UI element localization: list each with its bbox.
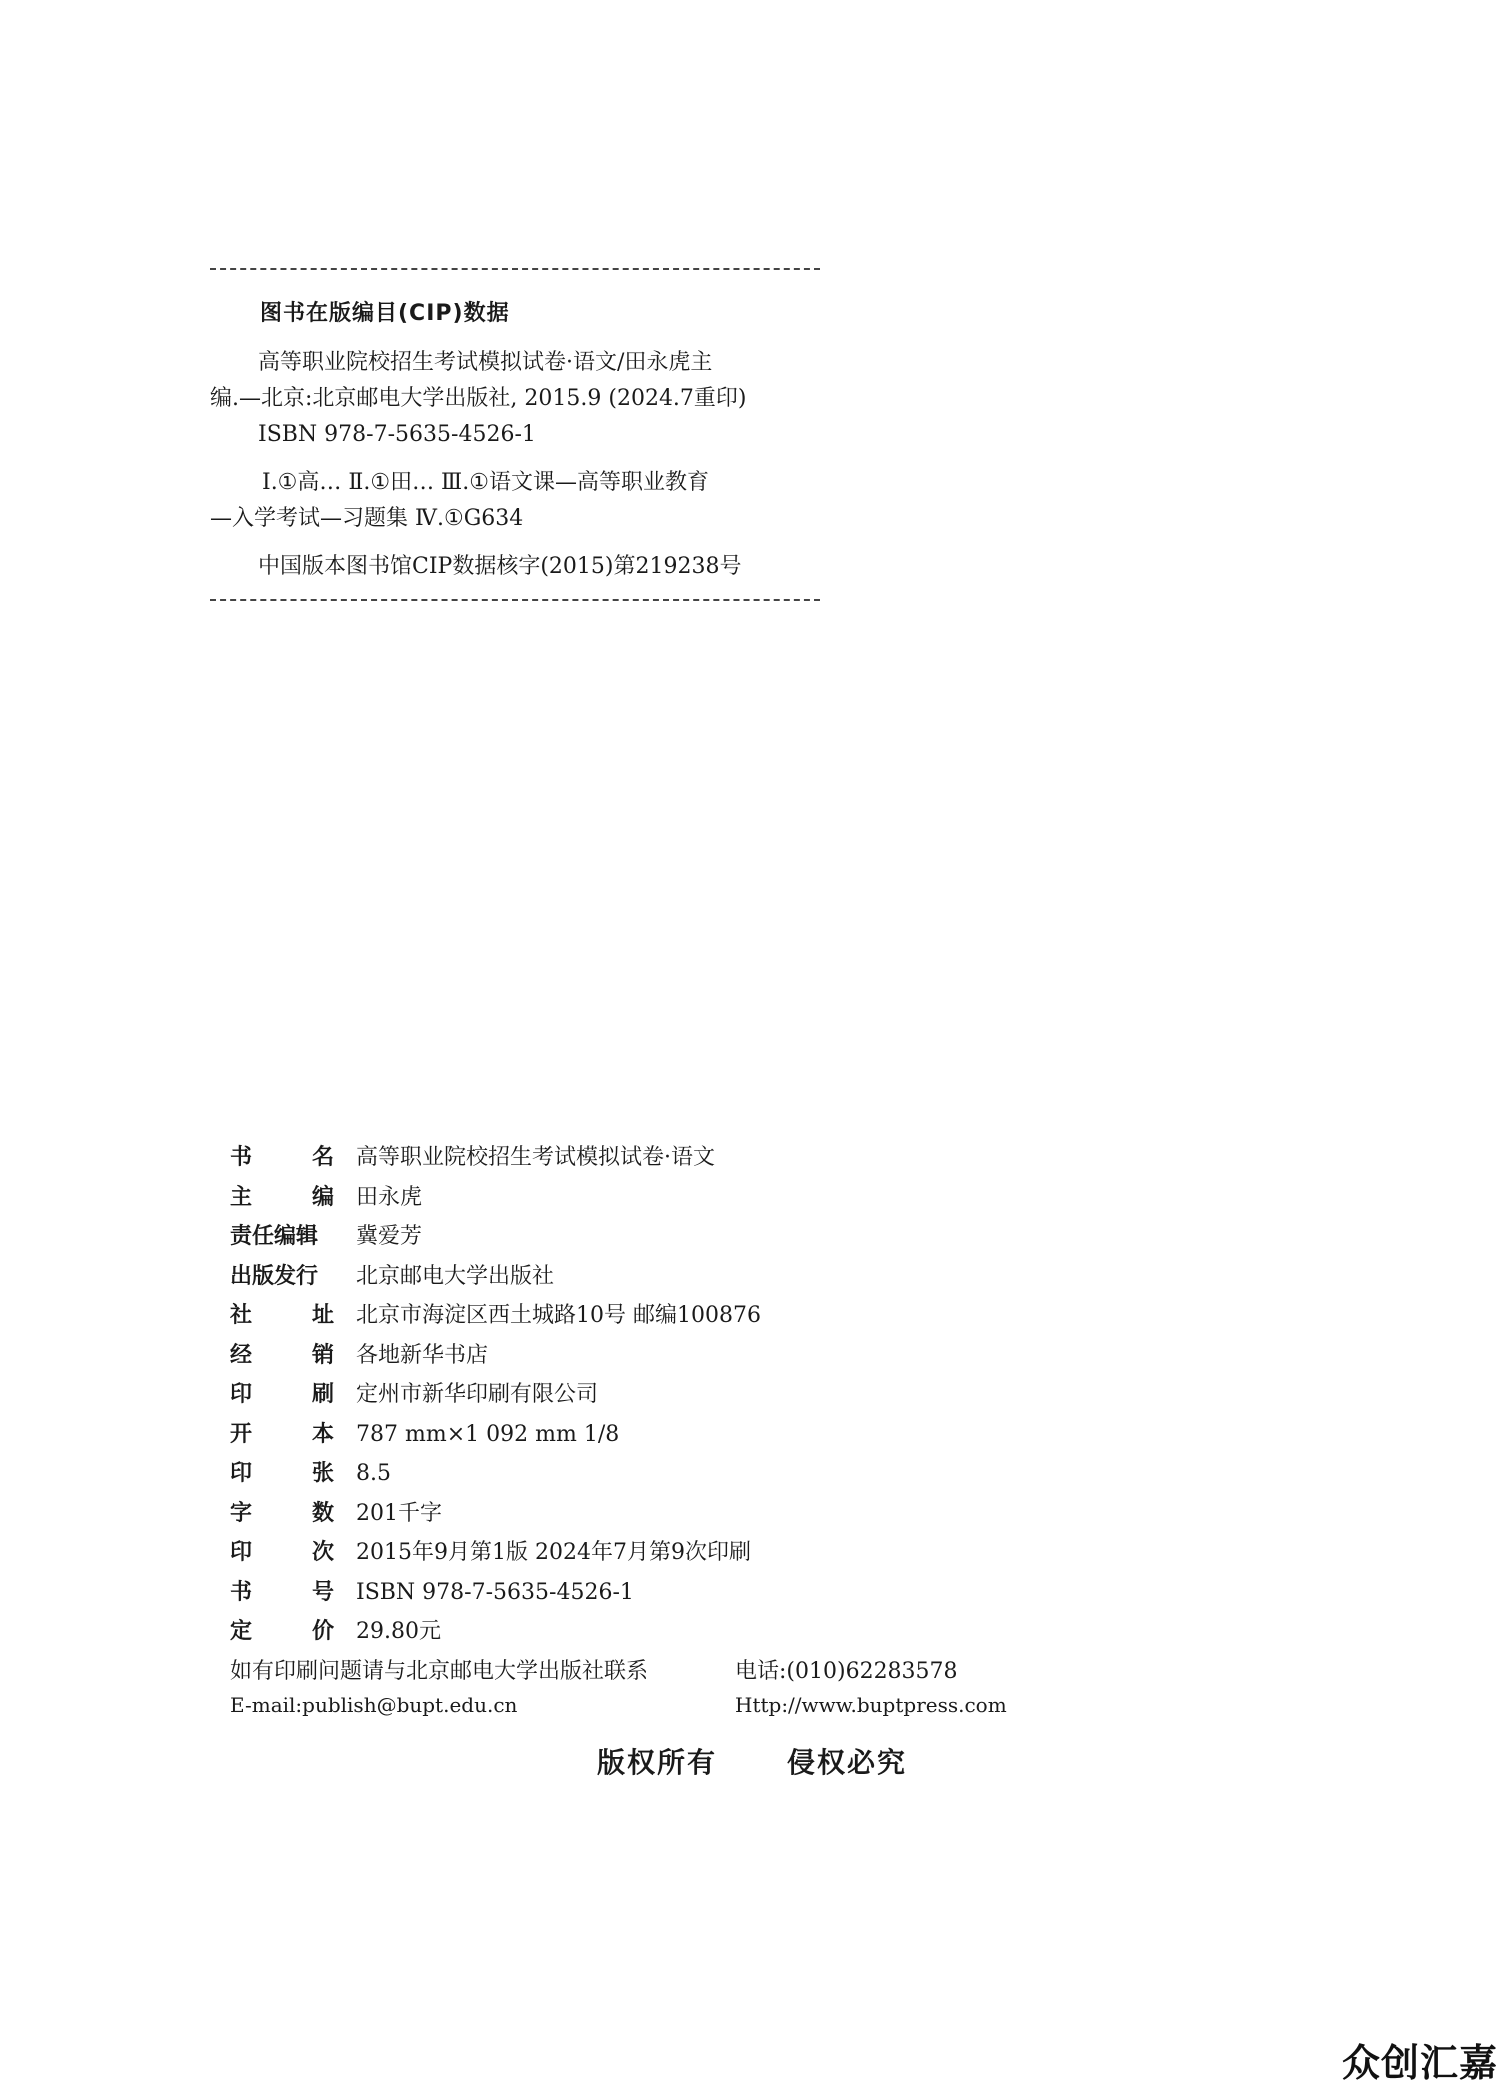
detail-value: 高等职业院校招生考试模拟试卷·语文 <box>356 1145 715 1170</box>
detail-row-distributor <box>230 1338 1130 1378</box>
detail-row-format <box>230 1417 1130 1457</box>
detail-value: 冀爱芳 <box>356 1224 423 1249</box>
detail-row-edition <box>230 1535 1130 1575</box>
detail-row-address <box>230 1298 1130 1338</box>
detail-value: 201千字 <box>356 1500 442 1526</box>
detail-row-word-count <box>230 1496 1130 1536</box>
detail-label: 主 编 <box>230 1184 334 1210</box>
detail-row-price <box>230 1614 1130 1654</box>
detail-row-responsible-editor <box>230 1219 1130 1259</box>
detail-row-isbn <box>230 1575 1130 1615</box>
detail-value: ISBN 978-7-5635-4526-1 <box>356 1579 634 1605</box>
book-details <box>230 1140 1130 1733</box>
detail-label: 书 名 <box>230 1145 334 1170</box>
detail-label: 印 张 <box>230 1461 334 1486</box>
detail-value: 8.5 <box>356 1461 391 1486</box>
cip-block <box>210 268 820 601</box>
detail-value: 定州市新华印刷有限公司 <box>356 1382 599 1407</box>
contact-email: E-mail:publish@bupt.edu.cn <box>230 1693 518 1717</box>
cip-number: 中国版本图书馆CIP数据核字(2015)第219238号 <box>258 554 742 579</box>
infringement-notice: 侵权必究 <box>787 1746 908 1779</box>
detail-label: 出版发行 <box>230 1263 319 1289</box>
detail-label: 责任编辑 <box>230 1224 319 1249</box>
detail-row-title <box>230 1140 1130 1180</box>
detail-value: 北京邮电大学出版社 <box>356 1263 555 1289</box>
cip-classification-2: —入学考试—习题集 Ⅳ.①G634 <box>210 506 524 531</box>
detail-row-printer <box>230 1377 1130 1417</box>
cip-bottom-divider <box>210 599 820 601</box>
detail-label: 印 次 <box>230 1540 334 1565</box>
detail-row-editor <box>230 1180 1130 1220</box>
detail-value: 2015年9月第1版 2024年7月第9次印刷 <box>356 1540 751 1565</box>
contact-row-phone <box>230 1654 1130 1694</box>
contact-row-web <box>230 1693 1130 1733</box>
cip-title: 图书在版编目(CIP)数据 <box>260 301 510 326</box>
detail-label: 书 号 <box>230 1579 334 1605</box>
contact-phone: 电话:(010)62283578 <box>735 1658 958 1684</box>
detail-row-sheets <box>230 1456 1130 1496</box>
contact-note: 如有印刷问题请与北京邮电大学出版社联系 <box>230 1658 649 1684</box>
watermark-logo: 众创汇嘉 <box>1341 2041 1498 2085</box>
cip-top-divider <box>210 268 820 270</box>
detail-row-publisher <box>230 1259 1130 1299</box>
detail-value: 29.80元 <box>356 1619 441 1644</box>
detail-value: 北京市海淀区西土城路10号 邮编100876 <box>356 1303 761 1328</box>
detail-label: 社 址 <box>230 1303 334 1328</box>
rights-reserved: 版权所有 <box>596 1746 717 1779</box>
cip-isbn: ISBN 978-7-5635-4526-1 <box>258 422 536 447</box>
rights-notice <box>0 1741 1504 1781</box>
cip-line-2: 编.—北京:北京邮电大学出版社, 2015.9 (2024.7重印) <box>210 386 747 411</box>
detail-label: 经 销 <box>230 1342 334 1368</box>
cip-line-1: 高等职业院校招生考试模拟试卷·语文/田永虎主 <box>258 350 713 375</box>
detail-label: 字 数 <box>230 1500 334 1526</box>
detail-value: 各地新华书店 <box>356 1342 489 1368</box>
detail-label: 定 价 <box>230 1619 334 1644</box>
detail-label: 印 刷 <box>230 1382 334 1407</box>
detail-value: 田永虎 <box>356 1184 423 1210</box>
cip-classification-1: Ⅰ.①高… Ⅱ.①田… Ⅲ.①语文课—高等职业教育 <box>262 470 709 495</box>
detail-value: 787 mm×1 092 mm 1/8 <box>356 1421 620 1447</box>
contact-website: Http://www.buptpress.com <box>735 1693 1007 1717</box>
detail-label: 开 本 <box>230 1421 334 1447</box>
